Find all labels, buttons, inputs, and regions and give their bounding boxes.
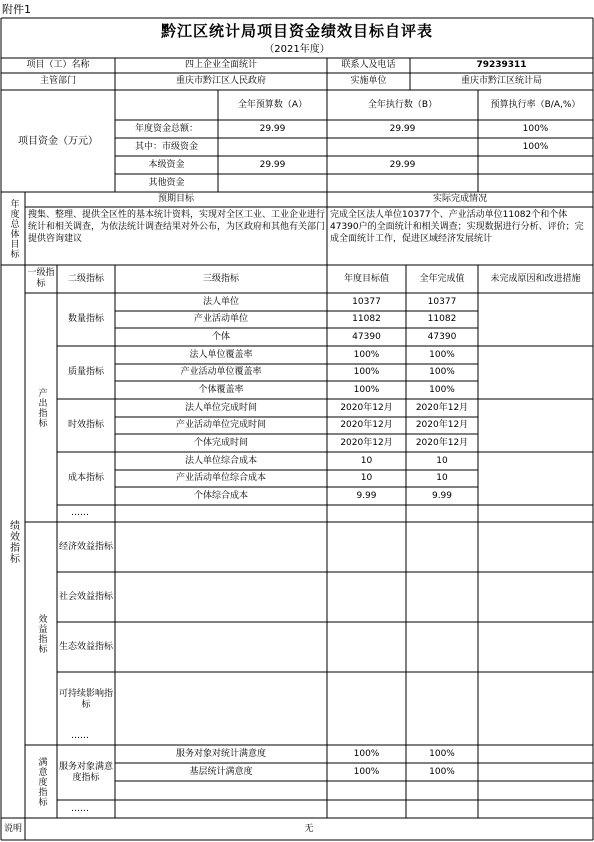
level2-social: 社会效益指标 [58, 591, 113, 602]
level3-actual: 2020年12月 [415, 437, 469, 448]
level3-actual: 100% [429, 367, 455, 377]
level3-target: 10 [360, 473, 373, 483]
level3-name: 个体覆盖率 [198, 384, 244, 395]
footer-value: 无 [304, 823, 314, 834]
level3-target: 47390 [352, 331, 381, 342]
level3-actual: 9.99 [431, 490, 453, 501]
level3-actual: 100% [429, 384, 455, 395]
goals-expected-header: 预期目标 [157, 194, 194, 204]
level2-satisfaction: 服务对象满意度指标 [58, 761, 113, 783]
level3-actual: 10377 [427, 296, 457, 307]
level3-name: 法人单位覆盖率 [189, 349, 253, 360]
funds-row-rate: 100% [522, 141, 549, 152]
level2-economic: 经济效益指标 [58, 541, 113, 552]
level3-target: 10377 [352, 296, 381, 307]
level3-name: 法人单位 [202, 296, 239, 307]
impl-value: 重庆市黔江区统计局 [460, 76, 542, 86]
header-level2: 二级指标 [67, 273, 104, 284]
level3-target: 9.99 [356, 490, 377, 501]
benefit-ellipsis: …… [71, 730, 89, 741]
funds-row-rate [478, 156, 593, 174]
satisfaction-ellipsis: …… [71, 803, 89, 814]
level3-actual: 2020年12月 [415, 420, 469, 430]
level3-name: 产业活动单位综合成本 [175, 473, 266, 483]
dept-label: 主管部门 [39, 76, 76, 86]
level3-target: 100% [353, 349, 380, 360]
level2-quality: 质量指标 [67, 367, 104, 377]
level3-actual: 100% [429, 748, 455, 759]
level3-target: 2020年12月 [340, 437, 393, 448]
level3-target: 100% [353, 367, 380, 377]
funds-section-label: 项目资金（万元） [18, 135, 98, 147]
header-actual: 全年完成值 [419, 273, 465, 284]
level3-name: 法人单位完成时间 [184, 402, 257, 413]
funds-row-label: 年度资金总额： [134, 123, 198, 134]
indicators-section-label: 绩效指标 [7, 519, 19, 564]
level3-target: 100% [353, 766, 380, 777]
output-ellipsis: …… [71, 508, 89, 518]
level3-actual: 100% [429, 349, 455, 360]
level2-timeliness: 时效指标 [67, 420, 104, 430]
funds-row-label: 其他资金 [148, 177, 185, 188]
funds-row-a [218, 138, 327, 156]
goals-actual-header: 实际完成情况 [432, 194, 487, 204]
level3-actual: 10 [436, 455, 448, 466]
funds-row-b: 29.99 [389, 123, 416, 134]
funds-row-a [218, 174, 327, 192]
level3-target: 100% [353, 748, 380, 759]
funds-row-label: 本级资金 [148, 159, 185, 170]
level3-name: 服务对象对统计满意度 [175, 748, 266, 759]
level3-name: 产业活动单位完成时间 [175, 420, 266, 430]
funds-col-b: 全年执行数（B） [367, 99, 438, 110]
header-level3: 三级指标 [202, 273, 239, 284]
output-indicator-label: 产出指标 [36, 387, 47, 428]
footer-label: 说明 [3, 823, 22, 834]
level3-actual: 10 [436, 473, 448, 483]
project-name-value: 四上企业全面统计 [184, 60, 257, 70]
level2-ecological: 生态效益指标 [58, 641, 113, 652]
project-name-label: 项目（工）名称 [26, 60, 90, 70]
funds-row-b [327, 174, 478, 192]
header-note: 未完成原因和改进措施 [490, 273, 581, 284]
level2-sustainable: 可持续影响指标 [58, 688, 113, 710]
goals-expected-text: 搜集、整理、提供全区性的基本统计资料，实现对全区工业、工业企业进行统计和相关调查，为依法统计调查结果对外公布，为区政府和其他有关部门提供咨询建议 [28, 210, 326, 244]
funds-row-a: 29.99 [259, 123, 286, 134]
contact-value: 79239311 [476, 60, 527, 70]
funds-row-b [327, 138, 478, 156]
level3-name: 个体 [211, 331, 230, 342]
level3-actual: 47390 [427, 331, 457, 342]
goals-actual-text: 完成全区法人单位10377个、产业活动单位11082个和个体47390户的全面统计和相关调查；实现数据进行分析、评价；完成全面统计工作，促进区域经济发展统计 [330, 210, 584, 244]
dept-value: 重庆市黔江区人民政府 [175, 76, 266, 86]
form-year: （2021年度） [264, 44, 330, 55]
level3-actual: 2020年12月 [415, 402, 469, 413]
level3-target: 2020年12月 [340, 420, 393, 430]
impl-label: 实施单位 [350, 76, 387, 86]
header-level1: 一级指标 [27, 268, 55, 289]
benefit-indicator-label: 效益指标 [36, 613, 47, 654]
funds-row-b: 29.99 [389, 159, 416, 170]
level3-name: 基层统计满意度 [189, 766, 253, 777]
contact-label: 联系人及电话 [341, 60, 396, 70]
funds-row-a: 29.99 [259, 159, 286, 170]
level3-name: 个体综合成本 [193, 490, 248, 501]
attachment-label: 附件1 [2, 2, 31, 16]
header-target: 年度目标值 [343, 273, 389, 284]
level3-target: 2020年12月 [340, 402, 393, 413]
funds-row-rate: 100% [522, 123, 549, 134]
level3-target: 10 [360, 455, 373, 466]
level3-name: 个体完成时间 [193, 437, 248, 448]
form-title: 黔江区统计局项目资金绩效目标自评表 [160, 21, 433, 40]
level2-cost: 成本指标 [67, 473, 104, 483]
level3-target: 11082 [352, 314, 381, 324]
level3-name: 法人单位综合成本 [184, 455, 257, 466]
level3-target: 100% [353, 384, 380, 395]
level2-quantity: 数量指标 [67, 314, 104, 324]
level3-name: 产业活动单位覆盖率 [180, 367, 262, 377]
funds-col-a: 全年预算数（A） [237, 99, 308, 110]
level3-name: 产业活动单位 [193, 314, 248, 324]
funds-row-rate [478, 174, 593, 192]
level3-actual: 11082 [427, 314, 457, 324]
goals-section-label: 年度总体目标 [8, 198, 19, 259]
satisfaction-indicator-label: 满意度指标 [36, 756, 47, 807]
funds-col-rate: 预算执行率（B/A,%） [490, 99, 581, 110]
level3-actual: 100% [429, 766, 455, 777]
funds-row-label: 其中：市级资金 [134, 141, 198, 152]
